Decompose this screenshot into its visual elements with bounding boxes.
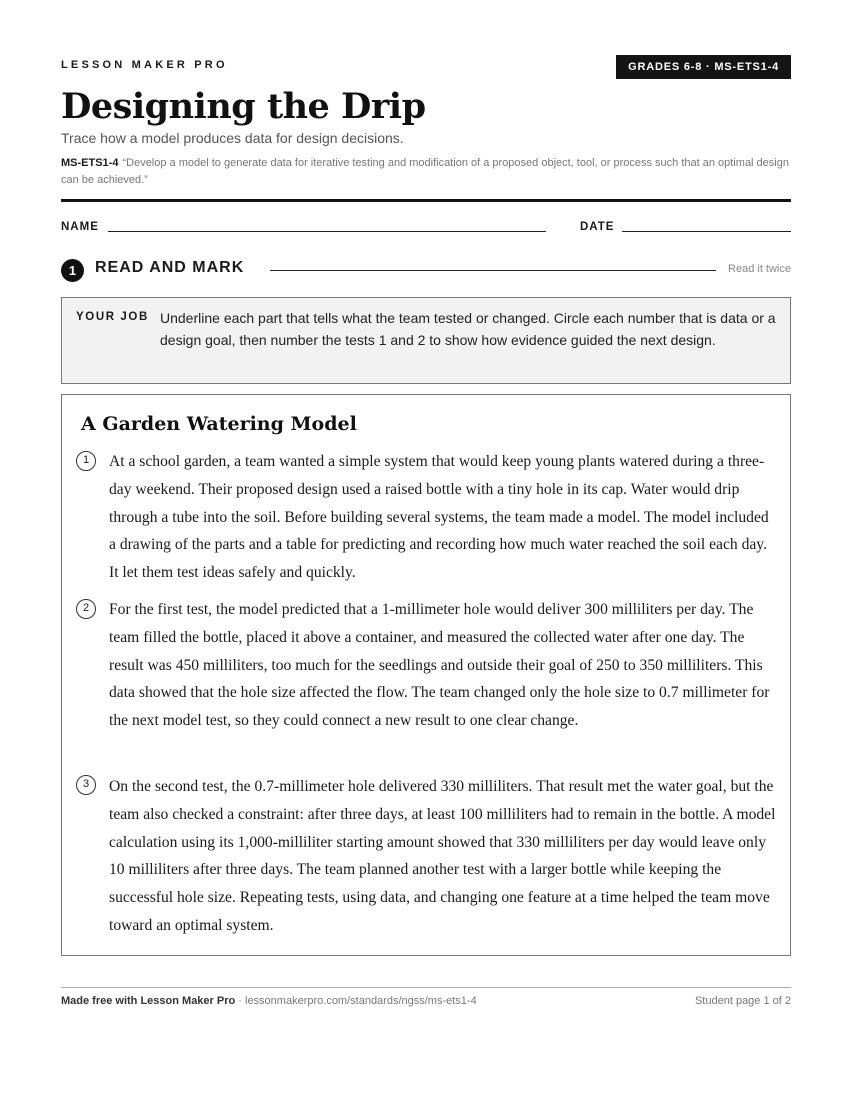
header-divider [61,199,791,202]
section-number: 1 [61,259,84,282]
page-title: Designing the Drip [61,86,426,127]
footer-divider [61,987,791,988]
passage-paragraph: On the second test, the 0.7-millimeter hole delivered 330 milliliters. That result met the water goal, but the team also checked a constraint: after three days, at least 100 milliliters had to remain in the bottle. A model calculation using its 1,000-milliliter starting amount showed that 330 milliliters per day would leave only 10 milliliters after three days. The team planned another test with a larger bottle while keeping the successful hole size. Repeating tests, using data, and changing one feature at a time helped the team move toward an optimal system. [109,778,776,934]
paragraph-number: 3 [76,775,96,795]
section-note: Read it twice [728,263,791,275]
standard-code: MS-ETS1-4 [61,157,119,169]
name-date-row [61,219,791,235]
instructions-label: YOUR JOB [76,311,149,323]
section-heading [61,258,791,282]
page-number: Student page 1 of 2 [694,995,791,1007]
grade-standard-badge: GRADES 6-8 · MS-ETS1-4 [616,55,791,79]
paragraph-number: 1 [76,451,96,471]
reading-passage [61,394,791,956]
paragraph-number: 2 [76,599,96,619]
instructions-box [61,297,791,384]
passage-paragraph: For the first test, the model predicted that a 1-millimeter hole would deliver 300 milliliters per day. The team filled the bottle, placed it above a container, and measured the collected water after one day. The result was 450 milliliters, too much for the seedlings and outside their goal of 250 to 350 milliliters. This data showed that the hole size affected the flow. The team changed only the hole size to 0.7 millimeter for the next model test, so they could connect a new result to one clear change. [109,601,770,730]
passage-title: A Garden Watering Model [81,413,357,435]
standard-statement [61,155,791,189]
passage-paragraph: At a school garden, a team wanted a simple system that would keep young plants watered during a three-day weekend. Their proposed design used a raised bottle with a tiny hole in its cap. Water would drip through a tube into the soil. Before building several systems, the team made a model. The model included a drawing of the parts and a table for predicting and recording how much water reached the soil each day. It let them test ideas safely and quickly. [109,453,769,582]
name-field[interactable] [108,231,546,232]
name-label: NAME [61,221,99,233]
footer-credit: Made free with Lesson Maker Pro [61,995,236,1007]
instructions-text: Underline each part that tells what the team tested or changed. Circle each number that is data or a design goal, then number the tests 1 and 2 to show how evidence guided the next design. [160,310,776,348]
date-field[interactable] [622,231,791,232]
date-label: DATE [580,221,615,233]
section-title: READ AND MARK [95,259,245,276]
footer-url[interactable]: · lessonmakerpro.com/standards/ngss/ms-ets1-4 [238,995,477,1007]
brand-name: LESSON MAKER PRO [61,59,228,71]
section-rule [270,270,716,271]
page-footer [61,995,791,1007]
header-row [61,55,791,79]
standard-text: “Develop a model to generate data for iterative testing and modification of a proposed object, tool, or process such that an optimal design can be achieved.” [61,157,789,186]
page-subtitle: Trace how a model produces data for design decisions. [61,130,404,146]
